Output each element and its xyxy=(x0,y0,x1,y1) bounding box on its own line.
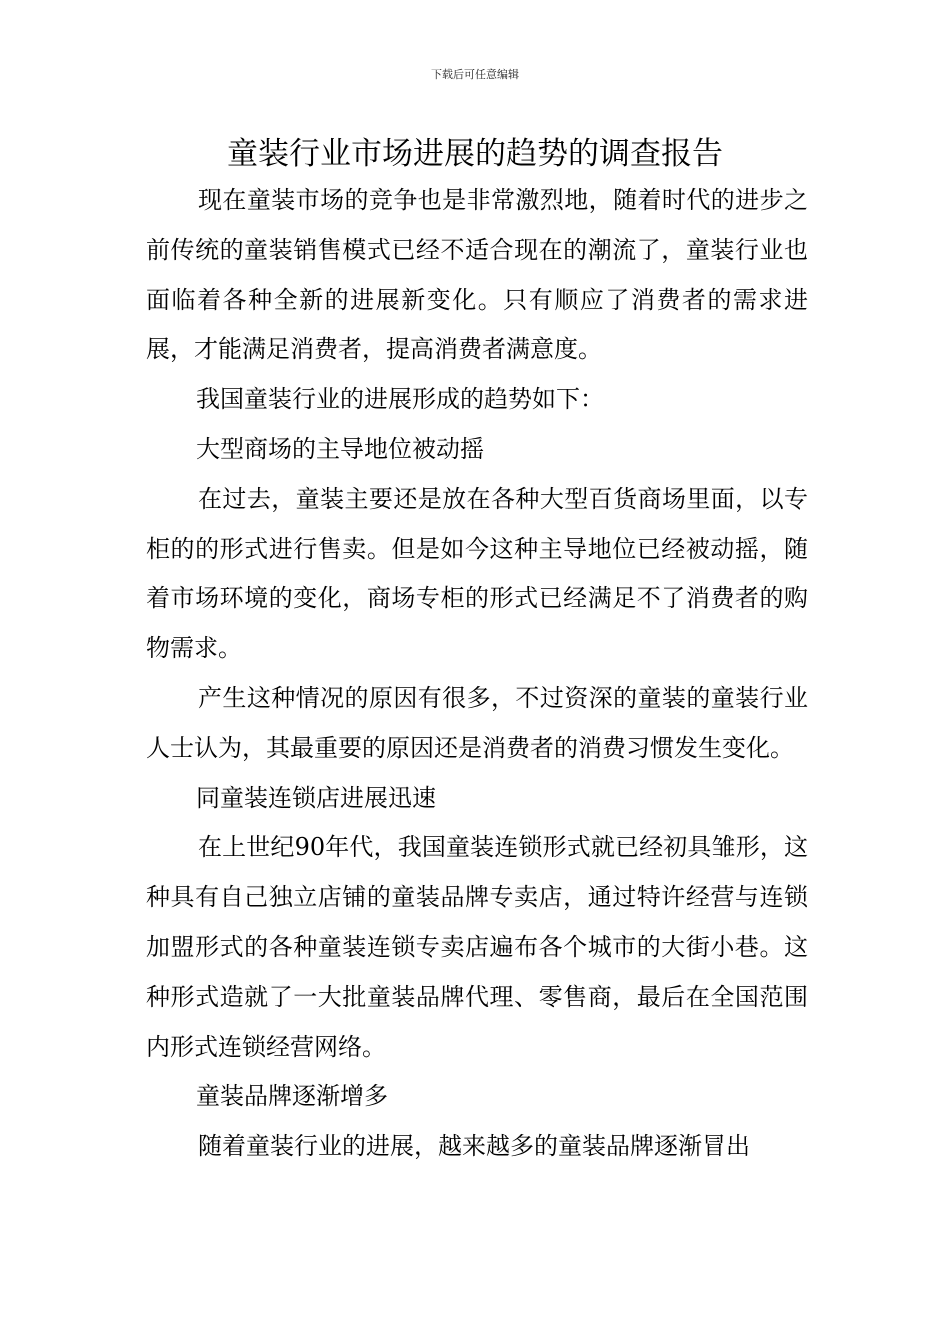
section-heading-brands: 童装品牌逐渐增多 xyxy=(196,1082,388,1111)
paragraph-malls: 在过去，童装主要还是放在各种大型百货商场里面，以专柜的的形式进行售卖。但是如今这种主导地位已经被动摇，随着市场环境的变化，商场专柜的形式已经满足不了消费者的购物需求。 xyxy=(146,484,808,663)
paragraph-brands: 随着童装行业的进展，越来越多的童装品牌逐渐冒出 xyxy=(198,1132,750,1161)
paragraph-chain-stores: 在上世纪90年代，我国童装连锁形式就已经初具雏形，这种具有自己独立店铺的童装品牌专卖店，通过特许经营与连锁加盟形式的各种童装连锁专卖店遍布各个城市的大街小巷。这种形式造就了一大批童装品牌代理、零售商，最后在全国范围内形式连锁经营网络。 xyxy=(146,833,808,1061)
section-heading-chain-stores: 同童装连锁店进展迅速 xyxy=(196,783,436,812)
header-note: 下载后可任意编辑 xyxy=(431,68,519,81)
paragraph-intro: 现在童装市场的竞争也是非常激烈地，随着时代的进步之前传统的童装销售模式已经不适合现在的潮流了，童装行业也面临着各种全新的进展新变化。只有顺应了消费者的需求进展，才能满足消费者，提高消费者满意度。 xyxy=(146,186,808,364)
document-title: 童装行业市场进展的趋势的调查报告 xyxy=(227,136,723,172)
document-body xyxy=(146,176,808,1172)
section-heading-malls: 大型商场的主导地位被动摇 xyxy=(196,434,484,463)
paragraph-trends-lead: 我国童装行业的进展形成的趋势如下： xyxy=(196,385,604,414)
paragraph-reasons: 产生这种情况的原因有很多，不过资深的童装的童装行业人士认为，其最重要的原因还是消费者的消费习惯发生变化。 xyxy=(146,683,808,762)
